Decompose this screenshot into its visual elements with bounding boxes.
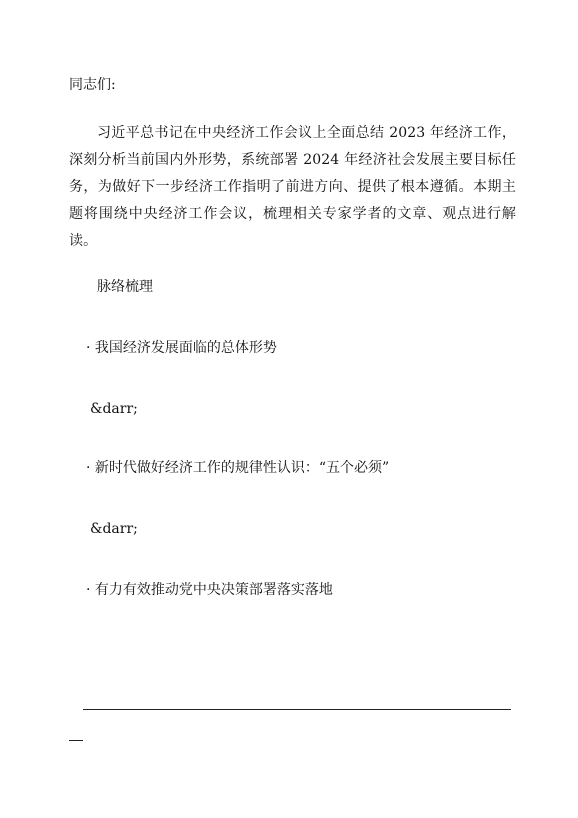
outline-item: · 新时代做好经济工作的规律性认识：“五个必须”	[86, 460, 390, 476]
section-title: 脉络梳理	[97, 279, 153, 295]
outline-item: · 有力有效推动党中央决策部署落实落地	[86, 582, 333, 598]
outline-item: · 我国经济发展面临的总体形势	[86, 340, 277, 356]
down-arrow-text: &darr;	[90, 521, 138, 537]
down-arrow-text: &darr;	[90, 401, 138, 417]
footnote-divider-continuation	[69, 740, 83, 741]
greeting: 同志们:	[69, 77, 116, 93]
footnote-divider	[83, 709, 511, 710]
intro-paragraph: 习近平总书记在中央经济工作会议上全面总结 2023 年经济工作，深刻分析当前国内外形势，系统部署 2024 年经济社会发展主要目标任务，为做好下一步经济工作指明了前进方向、提供了根本遵循。本期主题将围绕中央经济工作会议，梳理相关专家学者的文章、观点进行解读。	[69, 125, 516, 249]
